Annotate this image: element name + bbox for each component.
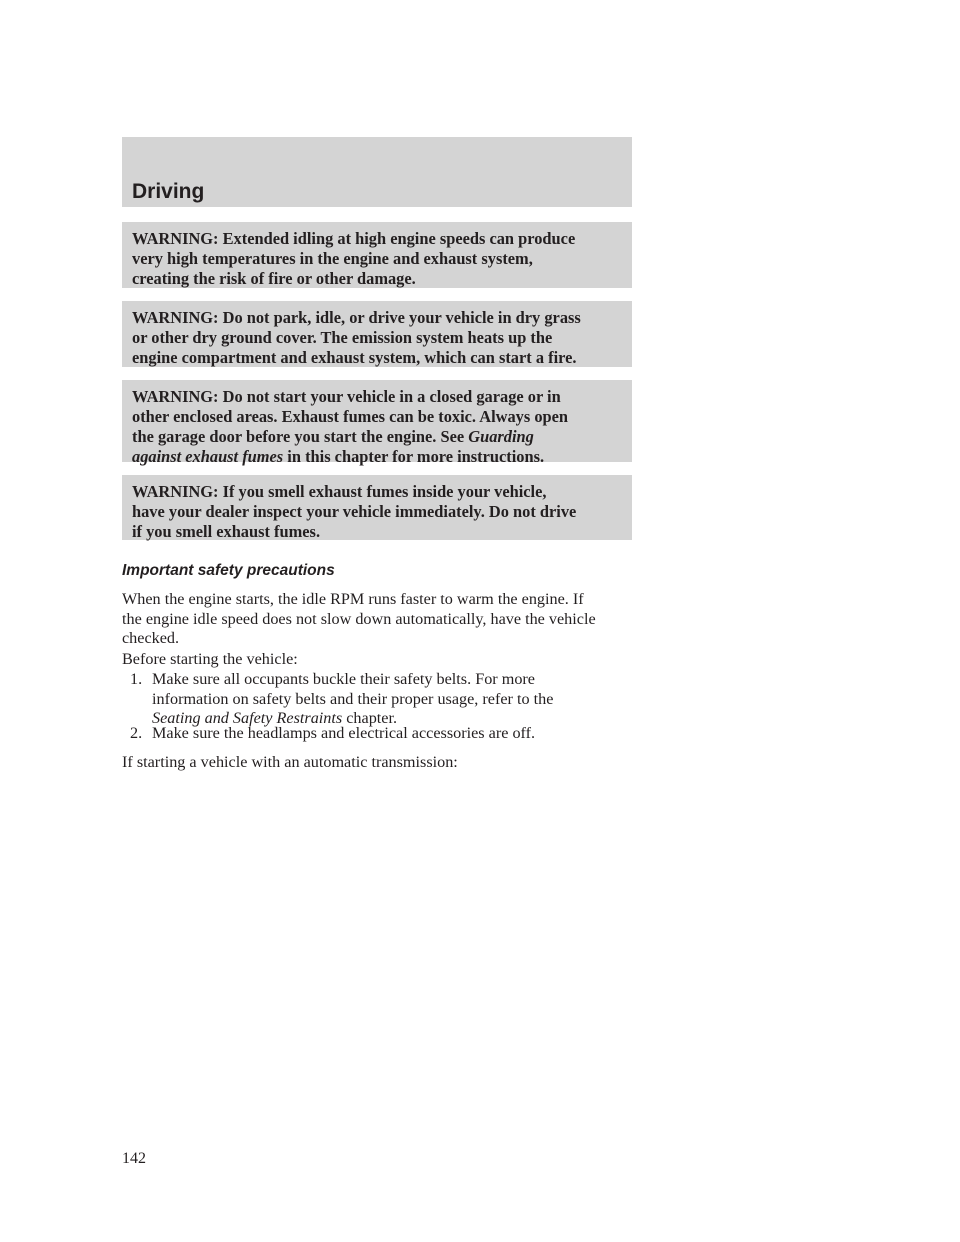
before-starting-paragraph: Before starting the vehicle: — [122, 650, 298, 668]
cross-reference: Seating and Safety Restraints — [152, 709, 343, 727]
warning-text: the garage door before you start the engine. See — [132, 427, 469, 446]
paragraph-line: checked. — [122, 629, 180, 647]
warning-text-line: very high temperatures in the engine and exhaust system, — [132, 249, 533, 268]
warning-text-line: engine compartment and exhaust system, which can start a fire. — [132, 348, 577, 367]
warning-box-exhaust-smell — [122, 475, 632, 540]
step-number: 1. — [130, 670, 143, 688]
step-text: Make sure all occupants buckle their safety belts. For more — [152, 670, 535, 688]
step-2 — [130, 724, 535, 744]
step-text: Make sure the headlamps and electrical accessories are off. — [152, 724, 536, 742]
warning-text-line: other enclosed areas. Exhaust fumes can be toxic. Always open — [132, 407, 569, 426]
warning-text-line: have your dealer inspect your vehicle immediately. Do not drive — [132, 502, 577, 521]
intro-paragraph — [122, 590, 596, 649]
warning-text-line: WARNING: Do not park, idle, or drive your vehicle in dry grass — [132, 308, 581, 327]
warning-text-line: if you smell exhaust fumes. — [132, 522, 321, 541]
step-1 — [130, 670, 553, 729]
warning-text-line: WARNING: Do not start your vehicle in a closed garage or in — [132, 387, 561, 406]
warning-text: in this chapter for more instructions. — [283, 447, 545, 466]
warning-text-line — [132, 447, 622, 467]
warning-text-line: WARNING: If you smell exhaust fumes inside your vehicle, — [132, 482, 547, 501]
step-text: chapter. — [342, 709, 398, 727]
section-header — [122, 137, 632, 207]
paragraph-line: the engine idle speed does not slow down automatically, have the vehicle — [122, 609, 596, 628]
warning-text-line: creating the risk of fire or other damage. — [132, 269, 416, 288]
cross-reference: Guarding — [468, 427, 534, 446]
warning-text-line: or other dry ground cover. The emission system heats up the — [132, 328, 553, 347]
page-number: 142 — [122, 1150, 146, 1167]
step-line — [130, 670, 553, 690]
paragraph-line: When the engine starts, the idle RPM runs faster to warm the engine. If — [122, 590, 584, 608]
section-header-title: Driving — [132, 180, 205, 203]
warning-box-closed-garage — [122, 380, 632, 466]
section-subheading: Important safety precautions — [122, 562, 335, 579]
step-number: 2. — [130, 724, 143, 742]
step-line — [130, 724, 535, 744]
step-line: information on safety belts and their proper usage, refer to the — [152, 689, 554, 708]
cross-reference: against exhaust fumes — [132, 447, 284, 466]
warning-box-dry-grass — [122, 301, 632, 367]
warning-text-line — [132, 427, 622, 447]
automatic-transmission-paragraph: If starting a vehicle with an automatic transmission: — [122, 753, 458, 771]
warning-text-line: WARNING: Extended idling at high engine speeds can produce — [132, 229, 576, 248]
warning-box-idling — [122, 222, 632, 288]
